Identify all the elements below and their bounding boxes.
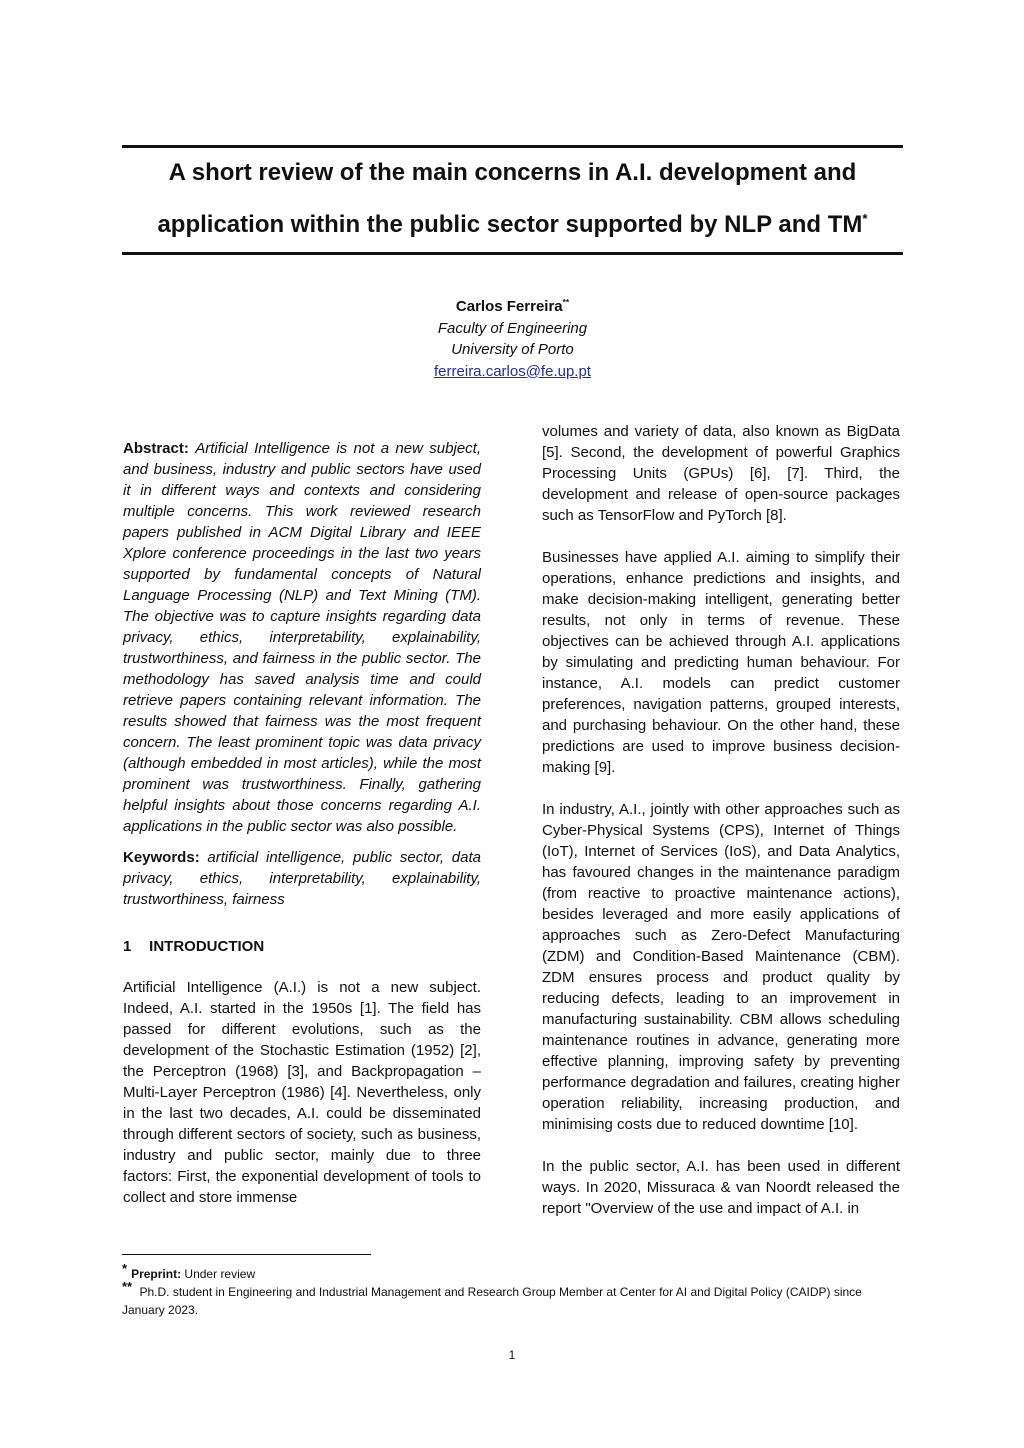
left-column: [123, 438, 481, 1208]
page-number: 1: [508, 1348, 516, 1362]
footnote-1-label: Preprint:: [131, 1267, 182, 1281]
title-footnote-marker: *: [862, 211, 868, 226]
body-paragraph: In industry, A.I., jointly with other approaches such as Cyber-Physical Systems (CPS), Internet of Things (IoT), Internet of Services (IoS), and Data Analytics, has favoured changes in the maintenance paradigm (from reactive to proactive maintenance actions), besides leveraged and more easily applications of approaches such as Zero-Defect Manufacturing (ZDM) and Condition-Based Maintenance (CBM). ZDM ensures process and product quality by reducing defects, leading to an improvement in manufacturing sustainability. CBM allows scheduling maintenance routines in advance, generating more effective planning, improving safety by preventing performance degradation and failures, creating higher operation reliability, increasing production, and minimising costs due to reduced downtime [10].: [542, 801, 900, 1133]
author-name-line: [122, 296, 903, 318]
keywords: [123, 847, 481, 910]
author-email-link[interactable]: ferreira.carlos@fe.up.pt: [434, 362, 591, 380]
intro-paragraph-1: Artificial Intelligence (A.I.) is not a new subject. Indeed, A.I. started in the 1950s [1]. The field has passed for different evolutions, such as the development of the Stochastic Estimation (1952) [2], the Perceptron (1968) [3], and Backpropagation – Multi-Layer Perceptron (1986) [4]. Nevertheless, only in the last two decades, A.I. could be disseminated through different sectors of society, such as business, industry and public sector, mainly due to three factors: First, the exponential development of tools to collect and store immense: [123, 979, 481, 1206]
body-paragraph: Businesses have applied A.I. aiming to simplify their operations, enhance predictions and insights, and make decision-making intelligent, generating better results, not only in terms of revenue. These objectives can be achieved through A.I. applications by simulating and predicting human behaviour. For instance, A.I. models can predict customer preferences, navigation patterns, grouped interests, and purchasing behaviour. On the other hand, these predictions are used to improve business decision-making [9].: [542, 549, 900, 776]
footnote-2-text: Ph.D. student in Engineering and Industrial Management and Research Group Member at Center for AI and Digital Policy (CAIDP) since January 2023.: [122, 1285, 862, 1317]
keywords-text: artificial intelligence, public sector, data privacy, ethics, interpretability, explainability, trustworthiness, fairness: [123, 849, 481, 908]
footnote-2-marker: **: [122, 1279, 133, 1294]
abstract: [123, 438, 481, 837]
author-block: [122, 296, 903, 382]
body-paragraph: volumes and variety of data, also known as BigData [5]. Second, the development of powerful Graphics Processing Units (GPUs) [6], [7]. Third, the development and release of open-source packages such as TensorFlow and PyTorch [8].: [542, 423, 900, 524]
title-line-2: [157, 199, 867, 251]
footnote-1-marker: *: [122, 1261, 128, 1276]
body-paragraph: In the public sector, A.I. has been used in different ways. In 2020, Missuraca & van Noordt released the report "Overview of the use and impact of A.I. in: [542, 1158, 900, 1217]
author-affiliation-faculty: Faculty of Engineering: [437, 319, 588, 337]
title-line-1: A short review of the main concerns in A.I. development and: [168, 159, 857, 186]
author-name: Carlos Ferreira: [455, 298, 563, 315]
abstract-label: Abstract:: [123, 440, 189, 457]
footnote-1-text: Under review: [184, 1267, 256, 1281]
title-line-2-text: application within the public sector supported by NLP and TM: [157, 211, 863, 238]
keywords-label: Keywords:: [123, 849, 200, 866]
footnote-2: [122, 1279, 903, 1319]
right-column: [542, 421, 900, 1219]
footnote-divider: [122, 1254, 371, 1255]
section-heading-introduction: [123, 936, 481, 957]
section-number: 1: [123, 938, 132, 955]
footnote-1: [122, 1261, 903, 1283]
abstract-text: Artificial Intelligence is not a new subject, and business, industry and public sectors have used it in different ways and contexts and considering multiple concerns. This work reviewed research papers published in ACM Digital Library and IEEE Xplore conference proceedings in the last two years supported by fundamental concepts of Natural Language Processing (NLP) and Text Mining (TM). The objective was to capture insights regarding data privacy, ethics, interpretability, explainability, trustworthiness, and fairness in the public sector. The methodology has saved analysis time and could retrieve papers containing relevant information. The results showed that fairness was the most frequent concern. The least prominent topic was data privacy (although embedded in most articles), while the most prominent was trustworthiness. Finally, gathering helpful insights about those concerns regarding A.I. applications in the public sector was also possible.: [123, 440, 481, 835]
title-bottom-rule: [122, 252, 903, 255]
footnotes: [122, 1261, 903, 1319]
paper-title: [122, 146, 903, 252]
author-affiliation-university: University of Porto: [451, 341, 574, 358]
author-footnote-marker: **: [562, 298, 570, 307]
section-title: INTRODUCTION: [149, 938, 265, 955]
